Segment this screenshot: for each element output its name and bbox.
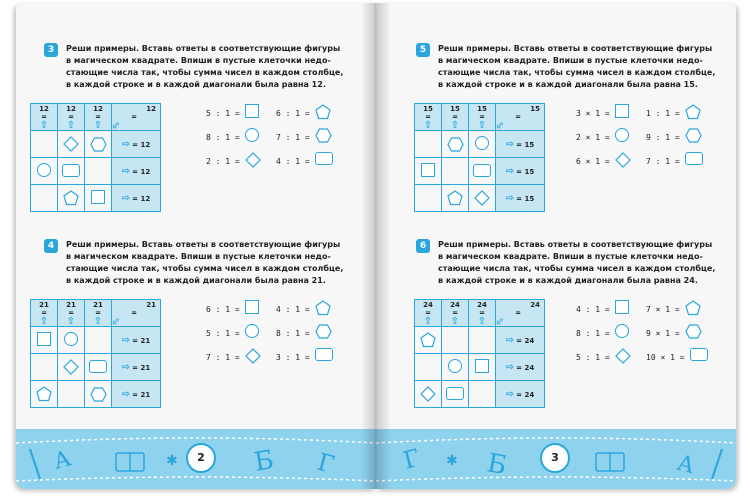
equation bbox=[576, 133, 610, 142]
square-cell[interactable] bbox=[469, 185, 496, 212]
row-sum-label: = 21 bbox=[132, 363, 151, 372]
instruction-line: стающие числа так, чтобы сумма чисел в каждом столбце, bbox=[438, 68, 716, 77]
pentagon-icon[interactable] bbox=[685, 104, 701, 120]
row-sum-cell bbox=[112, 158, 161, 185]
equals-sign: = bbox=[131, 112, 137, 121]
diamond-icon[interactable] bbox=[615, 152, 631, 168]
square-cell[interactable] bbox=[58, 381, 85, 408]
equation-text: 9 : 1 = bbox=[646, 133, 680, 142]
target-value: 15 bbox=[477, 104, 487, 113]
pentagon-icon[interactable] bbox=[315, 104, 331, 120]
svg-text:✱: ✱ bbox=[446, 453, 458, 469]
rounded-rect-icon bbox=[62, 171, 80, 179]
page-number: 3 bbox=[540, 443, 570, 473]
square-cell[interactable] bbox=[469, 158, 496, 185]
instruction-line: в магическом квадрате. Впиши в пустые клеточки недо- bbox=[438, 252, 703, 261]
row-sum-cell bbox=[112, 381, 161, 408]
equation bbox=[206, 157, 240, 166]
square-row bbox=[415, 131, 545, 158]
diamond-icon bbox=[63, 140, 79, 148]
square-cell[interactable] bbox=[415, 327, 442, 354]
equation bbox=[206, 329, 240, 338]
square-row bbox=[31, 131, 161, 158]
square-cell[interactable] bbox=[31, 327, 58, 354]
task-instructions bbox=[66, 239, 366, 287]
magic-square-task-4 bbox=[30, 299, 161, 408]
square-cell[interactable] bbox=[469, 131, 496, 158]
diagonal-sum-cell bbox=[112, 104, 161, 131]
target-value: 12 bbox=[66, 104, 76, 113]
square-row bbox=[415, 185, 545, 212]
equals-sign: = bbox=[131, 308, 137, 317]
equation bbox=[576, 329, 610, 338]
target-value: 21 bbox=[93, 300, 103, 309]
column-sum-cell bbox=[85, 104, 112, 131]
svg-text:Б: Б bbox=[252, 445, 277, 478]
diamond-icon[interactable] bbox=[245, 152, 261, 168]
instruction-line: в магическом квадрате. Впиши в пустые клеточки недо- bbox=[438, 56, 703, 65]
equals-sign: = bbox=[95, 308, 101, 317]
equals-sign: = bbox=[479, 308, 485, 317]
column-sum-cell bbox=[31, 300, 58, 327]
square-icon[interactable] bbox=[245, 300, 259, 316]
square-cell[interactable] bbox=[469, 354, 496, 381]
target-value: 15 bbox=[530, 104, 540, 113]
page-left bbox=[16, 3, 376, 489]
header-row bbox=[415, 104, 545, 131]
square-icon[interactable] bbox=[245, 104, 259, 120]
task-number: 6 bbox=[416, 239, 430, 253]
task-number: 5 bbox=[416, 43, 430, 57]
square-cell[interactable] bbox=[415, 158, 442, 185]
magic-square-task-6 bbox=[414, 299, 545, 408]
instruction-line: в каждой строке и в каждой диагонали была равна 24. bbox=[438, 276, 698, 285]
square-icon[interactable] bbox=[615, 104, 629, 120]
arrow-right-icon: ⇨ bbox=[121, 361, 131, 373]
column-sum-cell bbox=[442, 104, 469, 131]
equation bbox=[276, 157, 310, 166]
instruction-line: стающие числа так, чтобы сумма чисел в каждом столбце, bbox=[66, 264, 344, 273]
hexagon-icon[interactable] bbox=[685, 128, 702, 143]
arrow-right-icon: ⇨ bbox=[121, 138, 131, 150]
equation-text: 8 : 1 = bbox=[576, 329, 610, 338]
instruction-line: в магическом квадрате. Впиши в пустые клеточки недо- bbox=[66, 56, 331, 65]
arrow-up-icon: ⇧ bbox=[66, 119, 76, 131]
square-row bbox=[31, 354, 161, 381]
arrow-up-icon: ⇧ bbox=[423, 119, 433, 131]
rounded-rect-icon bbox=[89, 367, 107, 375]
arrow-diagonal-icon: ⬃ bbox=[496, 119, 505, 131]
magic-square-task-3 bbox=[30, 103, 161, 212]
equation bbox=[276, 353, 310, 362]
equals-sign: = bbox=[452, 308, 458, 317]
target-value: 24 bbox=[423, 300, 433, 309]
square-cell[interactable] bbox=[442, 327, 469, 354]
equals-sign: = bbox=[425, 112, 431, 121]
equation bbox=[646, 329, 680, 338]
row-sum-label: = 15 bbox=[516, 194, 535, 203]
svg-text:Б: Б bbox=[484, 448, 509, 482]
square-row bbox=[415, 381, 545, 408]
equation bbox=[206, 353, 240, 362]
equation bbox=[206, 133, 240, 142]
equation bbox=[276, 329, 310, 338]
equation-text: 6 × 1 = bbox=[576, 157, 610, 166]
circle-icon[interactable] bbox=[615, 324, 629, 340]
equation-text: 4 : 1 = bbox=[276, 305, 310, 314]
equals-sign: = bbox=[425, 308, 431, 317]
square-icon bbox=[421, 171, 435, 179]
pentagon-icon[interactable] bbox=[315, 300, 331, 316]
equals-sign: = bbox=[41, 308, 47, 317]
equation-text: 2 : 1 = bbox=[206, 157, 240, 166]
equation-text: 9 × 1 = bbox=[646, 329, 680, 338]
equals-sign: = bbox=[41, 112, 47, 121]
instruction-line: в каждой строке и в каждой диагонали была равна 15. bbox=[438, 80, 698, 89]
square-cell[interactable] bbox=[469, 327, 496, 354]
column-sum-cell bbox=[415, 300, 442, 327]
hexagon-icon bbox=[447, 140, 464, 148]
equals-sign: = bbox=[95, 112, 101, 121]
instruction-line: стающие числа так, чтобы сумма чисел в каждом столбце, bbox=[438, 264, 716, 273]
square-cell[interactable] bbox=[442, 131, 469, 158]
equation bbox=[206, 109, 240, 118]
target-value: 21 bbox=[39, 300, 49, 309]
square-row bbox=[415, 158, 545, 185]
page-number: 2 bbox=[186, 443, 216, 473]
square-cell[interactable] bbox=[85, 354, 112, 381]
square-icon bbox=[91, 198, 105, 206]
equals-sign: = bbox=[68, 308, 74, 317]
column-sum-cell bbox=[469, 300, 496, 327]
rounded-rect-icon bbox=[446, 394, 464, 402]
equals-sign: = bbox=[452, 112, 458, 121]
square-cell[interactable] bbox=[85, 131, 112, 158]
equation-text: 5 : 1 = bbox=[576, 353, 610, 362]
arrow-right-icon: ⇨ bbox=[505, 192, 515, 204]
circle-icon bbox=[64, 340, 78, 348]
equation-text: 3 : 1 = bbox=[276, 353, 310, 362]
arrow-up-icon: ⇧ bbox=[477, 119, 487, 131]
instruction-line: Реши примеры. Вставь ответы в соответствующие фигуры bbox=[438, 240, 713, 249]
equation bbox=[276, 133, 310, 142]
arrow-right-icon: ⇨ bbox=[505, 334, 515, 346]
arrow-up-icon: ⇧ bbox=[39, 119, 49, 131]
target-value: 24 bbox=[530, 300, 540, 309]
equation-text: 3 × 1 = bbox=[576, 109, 610, 118]
arrow-right-icon: ⇨ bbox=[505, 138, 515, 150]
column-sum-cell bbox=[31, 104, 58, 131]
square-cell[interactable] bbox=[31, 131, 58, 158]
hexagon-icon[interactable] bbox=[685, 324, 702, 339]
circle-icon[interactable] bbox=[245, 128, 259, 144]
target-value: 24 bbox=[477, 300, 487, 309]
circle-icon[interactable] bbox=[615, 128, 629, 144]
instruction-line: в каждой строке и в каждой диагонали была равна 21. bbox=[66, 276, 326, 285]
arrow-up-icon: ⇧ bbox=[450, 119, 460, 131]
arrow-diagonal-icon: ⬃ bbox=[112, 119, 121, 131]
row-sum-label: = 24 bbox=[516, 390, 535, 399]
task-instructions bbox=[438, 239, 736, 287]
row-sum-cell bbox=[112, 185, 161, 212]
square-row bbox=[31, 185, 161, 212]
square-cell[interactable] bbox=[85, 327, 112, 354]
row-sum-label: = 12 bbox=[132, 140, 151, 149]
square-cell[interactable] bbox=[31, 381, 58, 408]
row-sum-cell bbox=[496, 185, 545, 212]
diamond-icon bbox=[420, 390, 436, 398]
target-value: 12 bbox=[93, 104, 103, 113]
square-cell[interactable] bbox=[415, 131, 442, 158]
circle-icon bbox=[475, 144, 489, 152]
target-value: 15 bbox=[450, 104, 460, 113]
page-footer-left bbox=[16, 429, 376, 489]
hexagon-icon bbox=[90, 390, 107, 398]
circle-icon[interactable] bbox=[245, 324, 259, 340]
equation-text: 6 : 1 = bbox=[276, 109, 310, 118]
equation bbox=[206, 305, 240, 314]
row-sum-label: = 21 bbox=[132, 390, 151, 399]
equals-sign: = bbox=[515, 112, 521, 121]
row-sum-cell bbox=[112, 354, 161, 381]
row-sum-label: = 24 bbox=[516, 336, 535, 345]
square-row bbox=[31, 381, 161, 408]
row-sum-cell bbox=[496, 131, 545, 158]
row-sum-label: = 21 bbox=[132, 336, 151, 345]
column-sum-cell bbox=[58, 104, 85, 131]
page-right bbox=[376, 3, 736, 489]
row-sum-cell bbox=[496, 327, 545, 354]
equation-text: 8 : 1 = bbox=[206, 133, 240, 142]
square-cell[interactable] bbox=[442, 158, 469, 185]
target-value: 24 bbox=[450, 300, 460, 309]
equation-text: 4 : 1 = bbox=[276, 157, 310, 166]
square-cell[interactable] bbox=[58, 354, 85, 381]
target-value: 12 bbox=[39, 104, 49, 113]
square-cell[interactable] bbox=[58, 131, 85, 158]
square-cell[interactable] bbox=[469, 381, 496, 408]
page-footer-right bbox=[376, 429, 736, 489]
row-sum-label: = 15 bbox=[516, 167, 535, 176]
equation bbox=[276, 109, 310, 118]
arrow-up-icon: ⇧ bbox=[477, 315, 487, 327]
equation bbox=[646, 305, 680, 314]
pentagon-icon bbox=[420, 336, 436, 344]
svg-text:✱: ✱ bbox=[166, 453, 178, 469]
equation-text: 2 × 1 = bbox=[576, 133, 610, 142]
arrow-diagonal-icon: ⬃ bbox=[496, 315, 505, 327]
square-cell[interactable] bbox=[85, 381, 112, 408]
pentagon-icon bbox=[36, 390, 52, 398]
equation bbox=[576, 305, 610, 314]
row-sum-label: = 12 bbox=[132, 167, 151, 176]
rounded-rect-icon bbox=[473, 171, 491, 179]
square-cell[interactable] bbox=[85, 185, 112, 212]
diamond-icon bbox=[474, 194, 490, 202]
svg-text:А: А bbox=[51, 446, 74, 475]
arrow-right-icon: ⇨ bbox=[121, 334, 131, 346]
equation bbox=[576, 353, 610, 362]
equation-text: 6 : 1 = bbox=[206, 305, 240, 314]
instruction-line: в магическом квадрате. Впиши в пустые клеточки недо- bbox=[66, 252, 331, 261]
target-value: 21 bbox=[146, 300, 156, 309]
square-cell[interactable] bbox=[58, 158, 85, 185]
arrow-right-icon: ⇨ bbox=[121, 165, 131, 177]
hexagon-icon[interactable] bbox=[315, 128, 332, 143]
svg-text:Г: Г bbox=[314, 447, 338, 479]
square-cell[interactable] bbox=[442, 185, 469, 212]
diamond-icon bbox=[63, 363, 79, 371]
arrow-right-icon: ⇨ bbox=[121, 388, 131, 400]
row-sum-cell bbox=[496, 354, 545, 381]
hexagon-icon bbox=[90, 140, 107, 148]
header-row bbox=[31, 104, 161, 131]
arrow-up-icon: ⇧ bbox=[93, 119, 103, 131]
task-instructions bbox=[438, 43, 736, 91]
equation-text: 4 : 1 = bbox=[576, 305, 610, 314]
equation-text: 7 : 1 = bbox=[646, 157, 680, 166]
column-sum-cell bbox=[85, 300, 112, 327]
instruction-line: Реши примеры. Вставь ответы в соответствующие фигуры bbox=[66, 240, 341, 249]
diagonal-sum-cell bbox=[496, 104, 545, 131]
square-cell[interactable] bbox=[58, 185, 85, 212]
row-sum-cell bbox=[112, 131, 161, 158]
square-cell[interactable] bbox=[415, 381, 442, 408]
circle-icon bbox=[448, 367, 462, 375]
workbook-spread bbox=[16, 3, 736, 489]
square-cell[interactable] bbox=[442, 354, 469, 381]
arrow-up-icon: ⇧ bbox=[450, 315, 460, 327]
task-number: 3 bbox=[44, 43, 58, 57]
equals-sign: = bbox=[479, 112, 485, 121]
pentagon-icon[interactable] bbox=[685, 300, 701, 316]
column-sum-cell bbox=[58, 300, 85, 327]
column-sum-cell bbox=[415, 104, 442, 131]
diamond-icon[interactable] bbox=[245, 348, 261, 364]
equation-text: 7 × 1 = bbox=[646, 305, 680, 314]
equals-sign: = bbox=[515, 308, 521, 317]
arrow-right-icon: ⇨ bbox=[505, 361, 515, 373]
hexagon-icon[interactable] bbox=[315, 324, 332, 339]
square-row bbox=[31, 158, 161, 185]
square-cell[interactable] bbox=[415, 354, 442, 381]
rounded-rect-icon[interactable] bbox=[685, 152, 703, 167]
equation-text: 5 : 1 = bbox=[206, 109, 240, 118]
equation bbox=[576, 157, 610, 166]
row-sum-cell bbox=[496, 158, 545, 185]
row-sum-label: = 15 bbox=[516, 140, 535, 149]
square-icon[interactable] bbox=[615, 300, 629, 316]
square-cell[interactable] bbox=[31, 354, 58, 381]
arrow-up-icon: ⇧ bbox=[93, 315, 103, 327]
diamond-icon[interactable] bbox=[615, 348, 631, 364]
arrow-up-icon: ⇧ bbox=[423, 315, 433, 327]
circle-icon bbox=[37, 171, 51, 179]
square-row bbox=[31, 327, 161, 354]
instruction-line: стающие числа так, чтобы сумма чисел в каждом столбце, bbox=[66, 68, 344, 77]
instruction-line: Реши примеры. Вставь ответы в соответствующие фигуры bbox=[438, 44, 713, 53]
equation bbox=[646, 109, 680, 118]
equation-text: 7 : 1 = bbox=[206, 353, 240, 362]
equals-sign: = bbox=[68, 112, 74, 121]
equation bbox=[576, 109, 610, 118]
arrow-right-icon: ⇨ bbox=[505, 388, 515, 400]
pentagon-icon bbox=[447, 194, 463, 202]
rounded-rect-icon[interactable] bbox=[690, 348, 708, 363]
header-row bbox=[415, 300, 545, 327]
square-cell[interactable] bbox=[31, 185, 58, 212]
target-value: 15 bbox=[423, 104, 433, 113]
equation bbox=[646, 157, 680, 166]
square-cell[interactable] bbox=[85, 158, 112, 185]
column-sum-cell bbox=[442, 300, 469, 327]
equation-text: 5 : 1 = bbox=[206, 329, 240, 338]
equation bbox=[646, 133, 680, 142]
diagonal-sum-cell bbox=[112, 300, 161, 327]
pentagon-icon bbox=[63, 194, 79, 202]
header-row bbox=[31, 300, 161, 327]
arrow-right-icon: ⇨ bbox=[121, 192, 131, 204]
arrow-up-icon: ⇧ bbox=[66, 315, 76, 327]
task-number: 4 bbox=[44, 239, 58, 253]
column-sum-cell bbox=[469, 104, 496, 131]
target-value: 12 bbox=[146, 104, 156, 113]
instruction-line: в каждой строке и в каждой диагонали была равна 12. bbox=[66, 80, 326, 89]
row-sum-cell bbox=[112, 327, 161, 354]
equation bbox=[276, 305, 310, 314]
arrow-right-icon: ⇨ bbox=[505, 165, 515, 177]
square-row bbox=[415, 327, 545, 354]
task-instructions bbox=[66, 43, 366, 91]
target-value: 21 bbox=[66, 300, 76, 309]
row-sum-label: = 12 bbox=[132, 194, 151, 203]
equation-text: 10 × 1 = bbox=[646, 353, 685, 362]
row-sum-cell bbox=[496, 381, 545, 408]
rounded-rect-icon[interactable] bbox=[315, 152, 333, 167]
equation-text: 8 : 1 = bbox=[276, 329, 310, 338]
arrow-up-icon: ⇧ bbox=[39, 315, 49, 327]
arrow-diagonal-icon: ⬃ bbox=[112, 315, 121, 327]
square-cell[interactable] bbox=[442, 381, 469, 408]
equation-text: 7 : 1 = bbox=[276, 133, 310, 142]
square-cell[interactable] bbox=[31, 158, 58, 185]
svg-text:Г: Г bbox=[400, 443, 423, 475]
equation bbox=[646, 353, 685, 362]
square-icon bbox=[475, 367, 489, 375]
square-icon bbox=[37, 340, 51, 348]
square-cell[interactable] bbox=[58, 327, 85, 354]
equation-text: 1 : 1 = bbox=[646, 109, 680, 118]
diagonal-sum-cell bbox=[496, 300, 545, 327]
instruction-line: Реши примеры. Вставь ответы в соответствующие фигуры bbox=[66, 44, 341, 53]
square-row bbox=[415, 354, 545, 381]
square-cell[interactable] bbox=[415, 185, 442, 212]
svg-text:А: А bbox=[674, 450, 698, 480]
magic-square-task-5 bbox=[414, 103, 545, 212]
rounded-rect-icon[interactable] bbox=[315, 348, 333, 363]
row-sum-label: = 24 bbox=[516, 363, 535, 372]
